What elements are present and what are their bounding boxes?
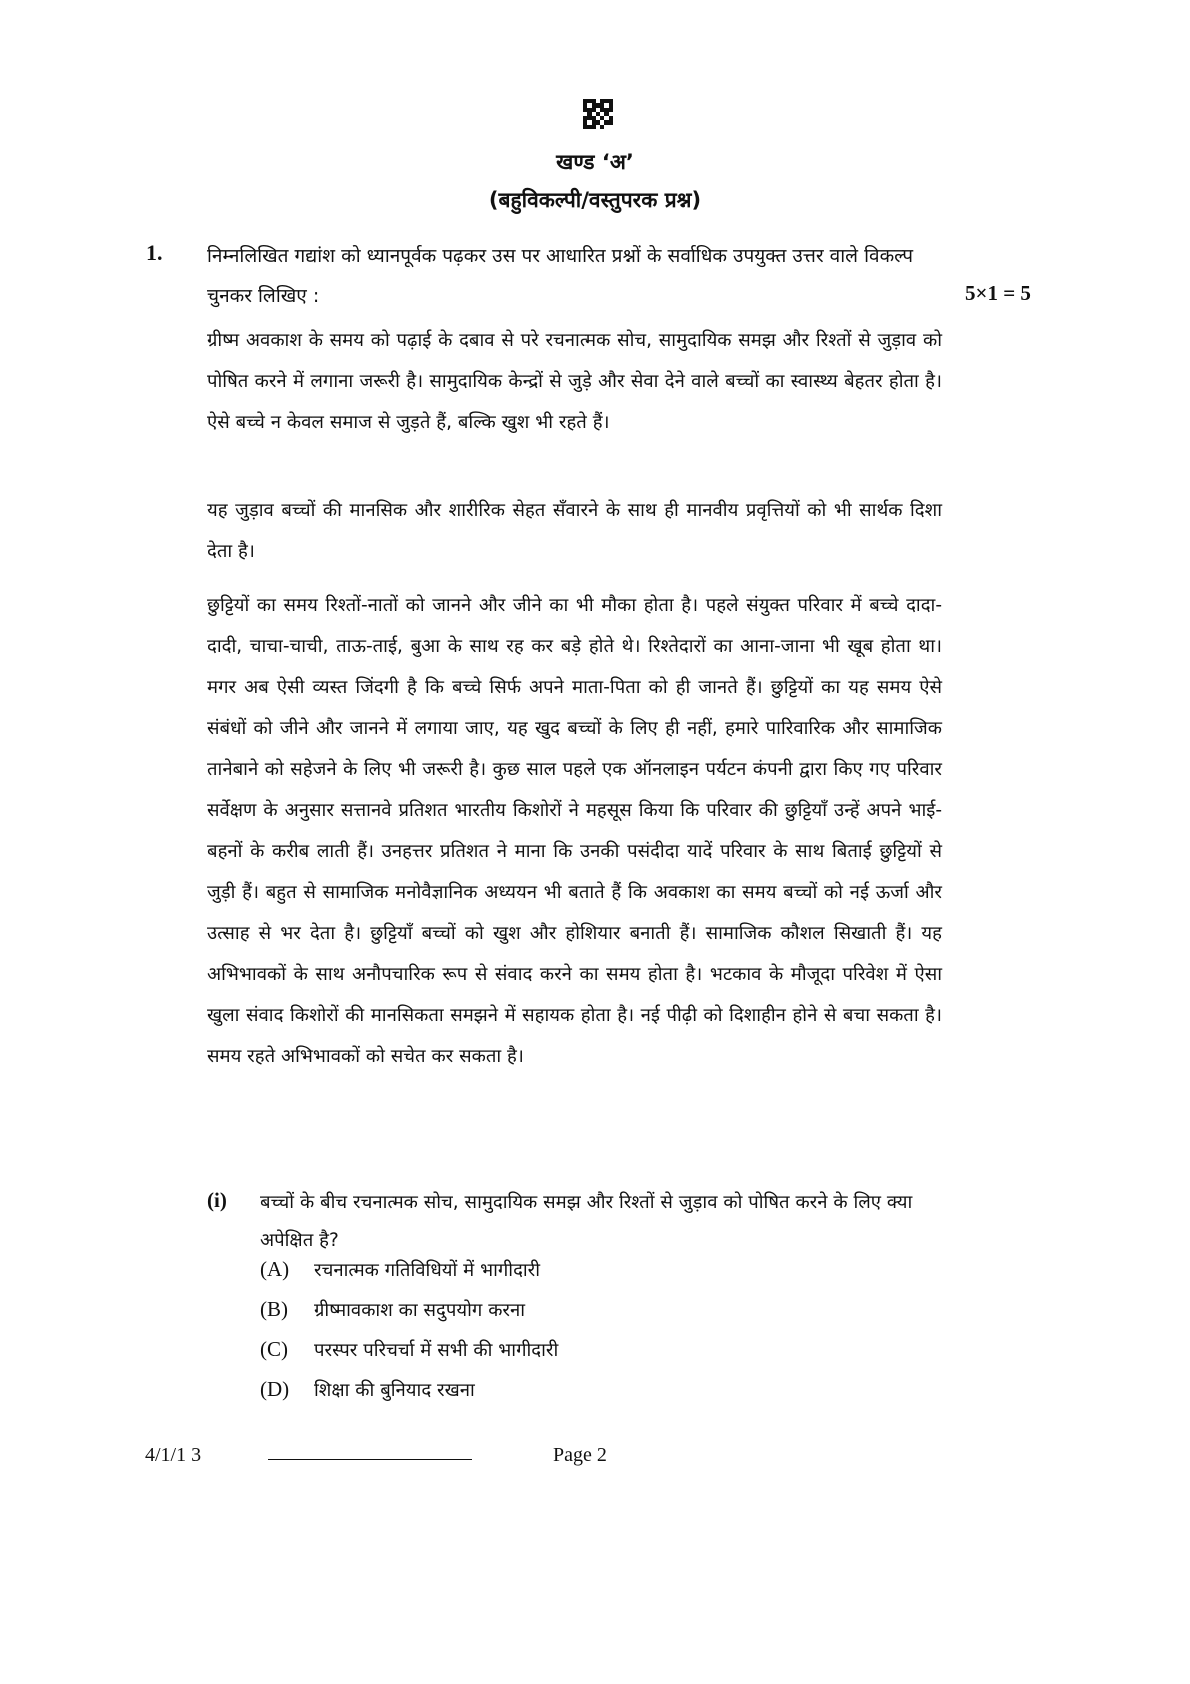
option-label: (C) bbox=[260, 1337, 288, 1361]
option-label: (A) bbox=[260, 1257, 290, 1281]
option-text: परस्पर परिचर्चा में सभी की भागीदारी bbox=[314, 1340, 559, 1361]
passage-paragraph-2: यह जुड़ाव बच्चों की मानसिक और शारीरिक सेहत सँवारने के साथ ही मानवीय प्रवृत्तियों को भी सार्थक दिशा देता है। bbox=[207, 500, 942, 562]
subquestion-number: (i) bbox=[207, 1188, 227, 1212]
marks-label: 5×1 = 5 bbox=[965, 281, 1031, 305]
section-subtitle: (बहुविकल्पी/वस्तुपरक प्रश्न) bbox=[488, 188, 702, 212]
subquestion-text: बच्चों के बीच रचनात्मक सोच, सामुदायिक समझ और रिश्तों से जुड़ाव को पोषित करने के लिए क्या अपेक्षित है? bbox=[260, 1192, 913, 1251]
footer-divider bbox=[268, 1459, 472, 1460]
option-c bbox=[260, 1337, 558, 1362]
question-instruction: निम्नलिखित गद्यांश को ध्यानपूर्वक पढ़कर उस पर आधारित प्रश्नों के सर्वाधिक उपयुक्त उत्तर वाले विकल्प चुनकर लिखिए : bbox=[207, 245, 914, 307]
passage-paragraph-1: ग्रीष्म अवकाश के समय को पढ़ाई के दबाव से परे रचनात्मक सोच, सामुदायिक समझ और रिश्तों से जुड़ाव को पोषित करने में लगाना जरूरी है। सामुदायिक केन्द्रों से जुड़े और सेवा देने वाले बच्चों का स्वास्थ्य बेहतर होता है। ऐसे बच्चे न केवल समाज से जुड़ते हैं, बल्कि खुश भी रहते हैं। bbox=[207, 330, 942, 433]
section-title: खण्ड ‘अ’ bbox=[556, 150, 634, 174]
qr-code-icon bbox=[583, 99, 613, 129]
option-label: (B) bbox=[260, 1297, 288, 1321]
option-label: (D) bbox=[260, 1377, 290, 1401]
page-number: Page 2 bbox=[553, 1444, 607, 1466]
paper-code: 4/1/1 3 bbox=[145, 1444, 202, 1466]
question-number: 1. bbox=[146, 240, 163, 265]
option-text: रचनात्मक गतिविधियों में भागीदारी bbox=[314, 1260, 541, 1281]
option-text: ग्रीष्मावकाश का सदुपयोग करना bbox=[314, 1300, 526, 1321]
option-d bbox=[260, 1377, 475, 1402]
option-text: शिक्षा की बुनियाद रखना bbox=[314, 1380, 475, 1401]
option-b bbox=[260, 1297, 525, 1322]
option-a bbox=[260, 1257, 540, 1282]
passage-paragraph-3: छुट्टियों का समय रिश्तों-नातों को जानने और जीने का भी मौका होता है। पहले संयुक्त परिवार में बच्चे दादा-दादी, चाचा-चाची, ताऊ-ताई, बुआ के साथ रह कर बड़े होते थे। रिश्तेदारों का आना-जाना भी खूब होता था। मगर अब ऐसी व्यस्त जिंदगी है कि बच्चे सिर्फ अपने माता-पिता को ही जानते हैं। छुट्टियों का यह समय ऐसे संबंधों को जीने और जानने में लगाया जाए, यह खुद बच्चों के लिए ही नहीं, हमारे पारिवारिक और सामाजिक तानेबाने को सहेजने के लिए भी जरूरी है। कुछ साल पहले एक ऑनलाइन पर्यटन कंपनी द्वारा किए गए परिवार सर्वेक्षण के अनुसार सत्तानवे प्रतिशत भारतीय किशोरों ने महसूस किया कि परिवार की छुट्टियाँ उन्हें अपने भाई-बहनों के करीब लाती हैं। उनहत्तर प्रतिशत ने माना कि उनकी पसंदीदा यादें परिवार के साथ बिताई छुट्टियों से जुड़ी हैं। बहुत से सामाजिक मनोवैज्ञानिक अध्ययन भी बताते हैं कि अवकाश का समय बच्चों को नई ऊर्जा और उत्साह से भर देता है। छुट्टियाँ बच्चों को खुश और होशियार बनाती हैं। सामाजिक कौशल सिखाती हैं। यह अभिभावकों के साथ अनौपचारिक रूप से संवाद करने का समय होता है। भटकाव के मौजूदा परिवेश में ऐसा खुला संवाद किशोरों की मानसिकता समझने में सहायक होता है। नई पीढ़ी को दिशाहीन होने से बचा सकता है। समय रहते अभिभावकों को सचेत कर सकता है। bbox=[207, 595, 942, 1067]
